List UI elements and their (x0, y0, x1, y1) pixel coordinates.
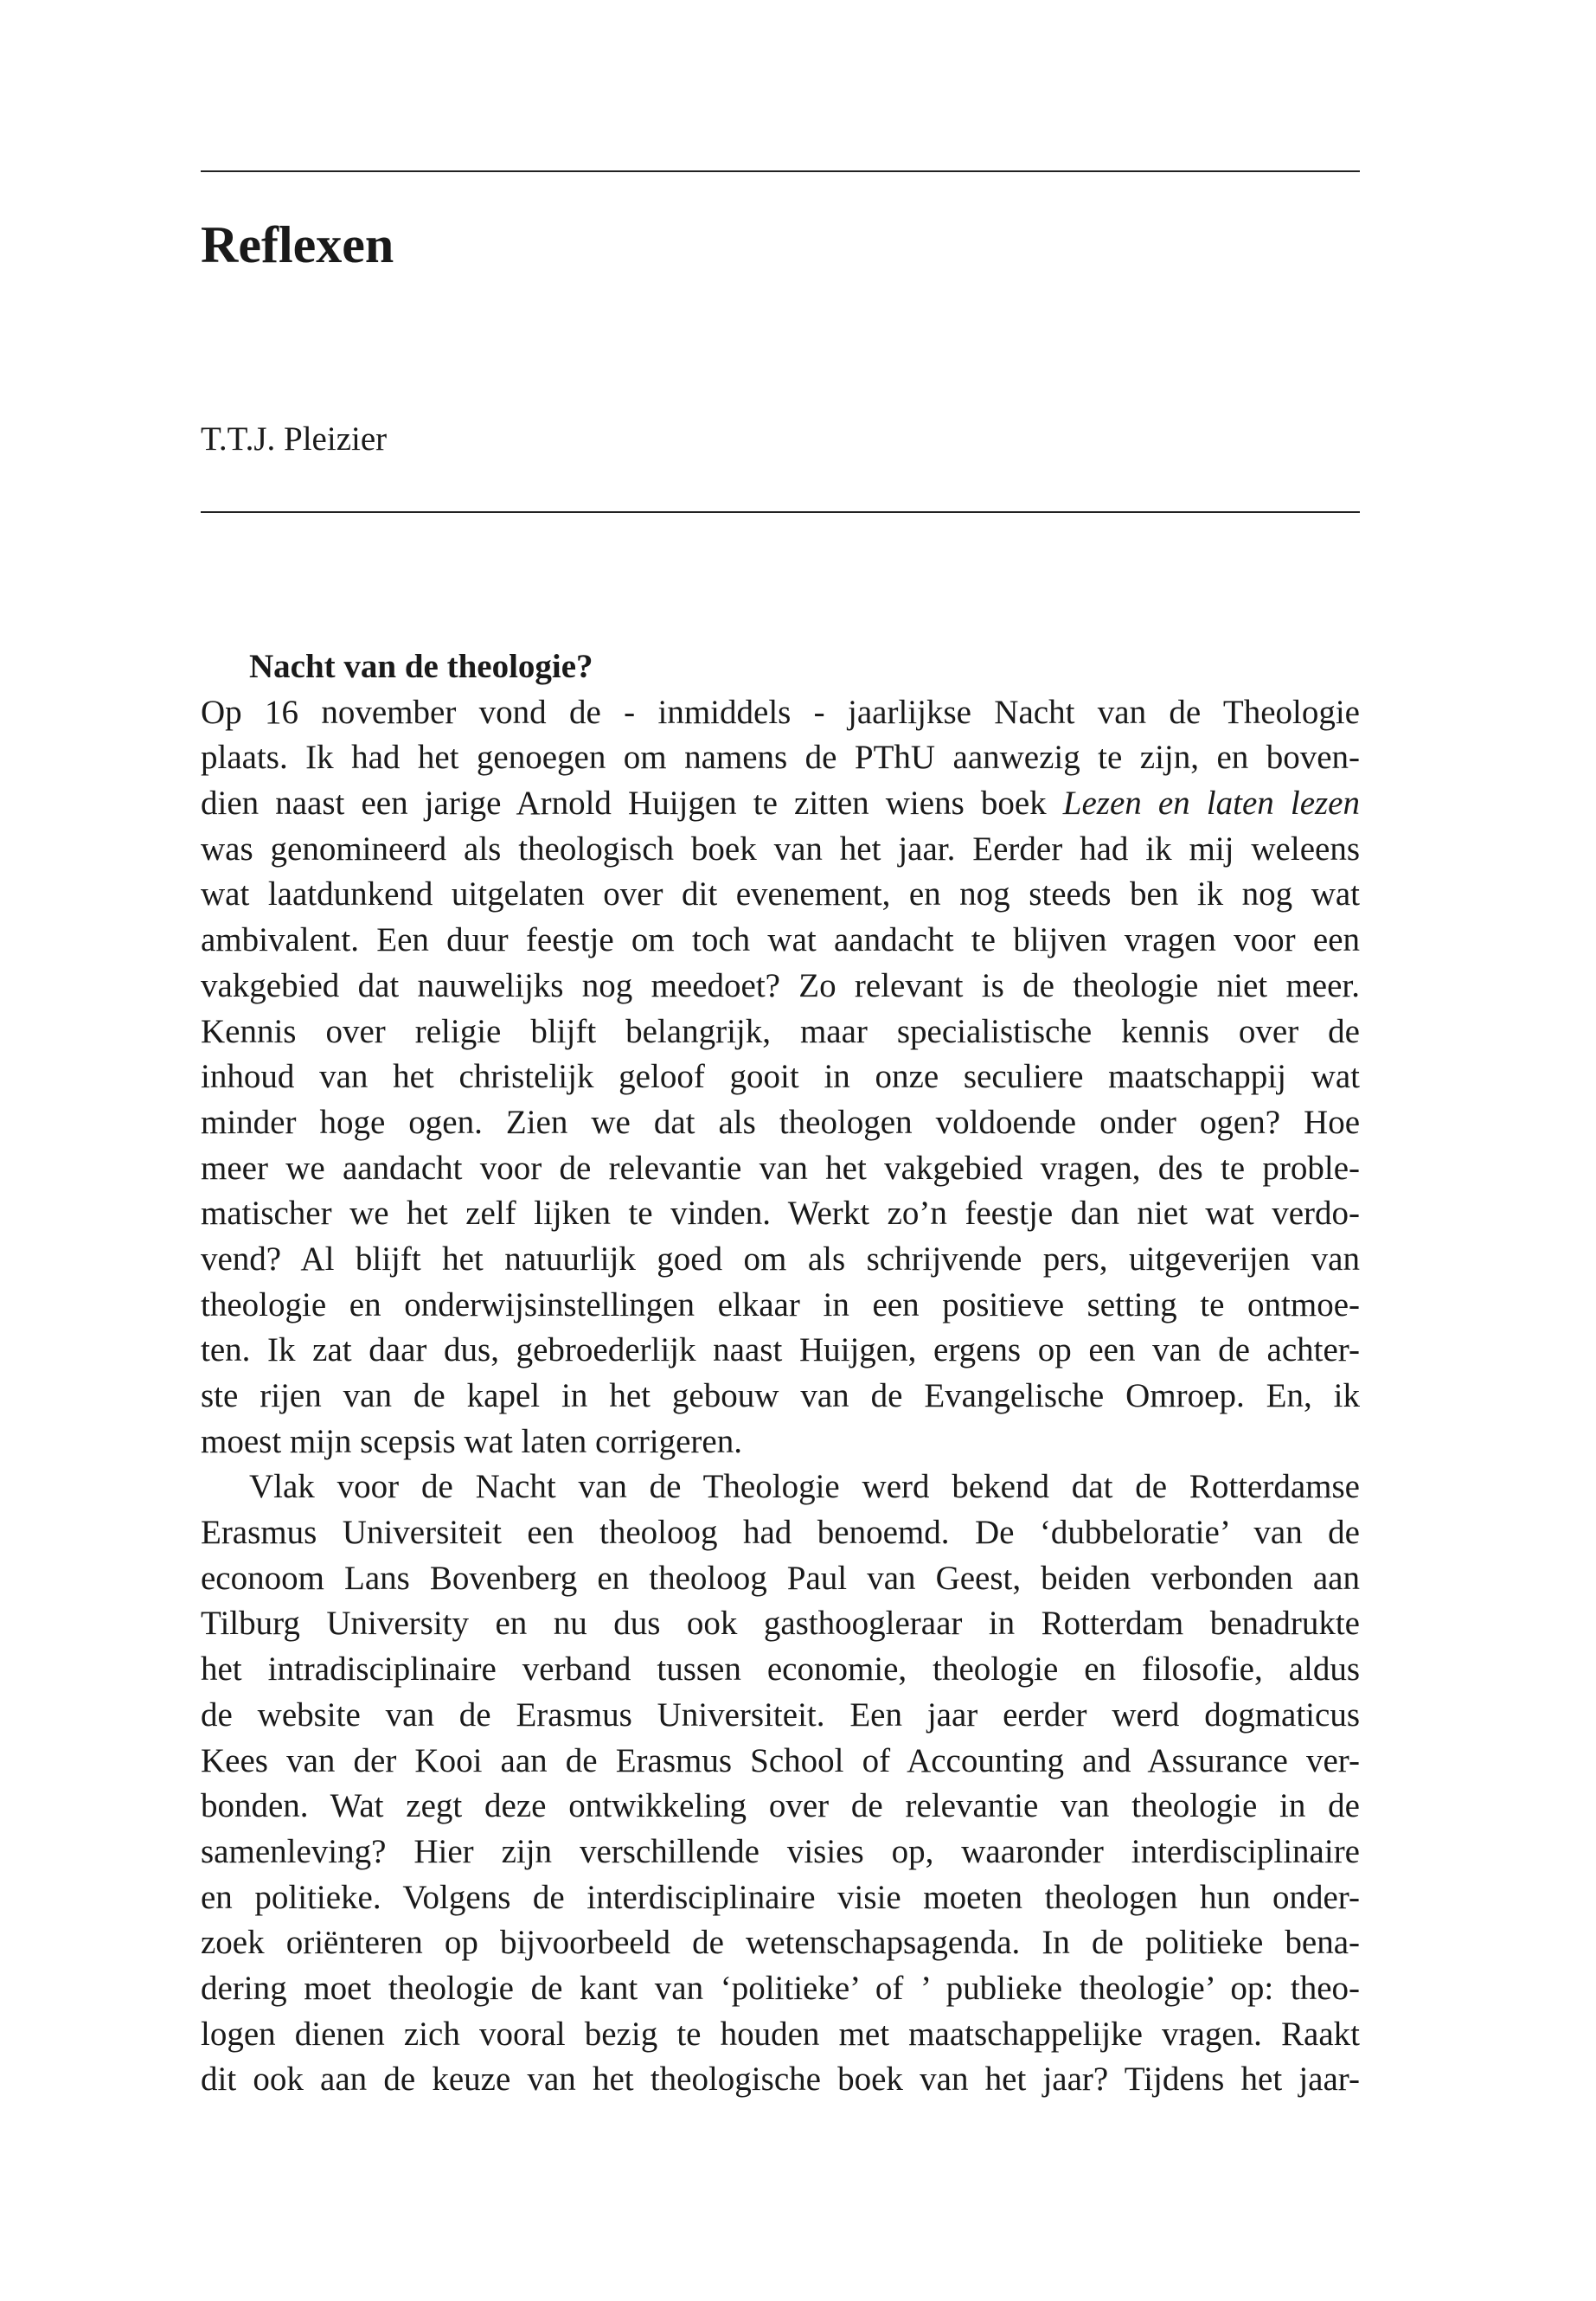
text-line: ste rijen van de kapel in het gebouw van de Evangelische Omroep. En, ik (201, 1377, 1360, 1414)
text-line: logen dienen zich vooral bezig te houden met maatschappelijke vragen. Raakt (201, 2015, 1360, 2053)
text-line: en politieke. Volgens de interdisciplinaire visie moeten theologen hun onder- (201, 1878, 1360, 1916)
top-rule (201, 170, 1360, 172)
text-line: samenleving? Hier zijn verschillende visies op, waaronder interdisciplinaire (201, 1832, 1360, 1870)
text-line: vend? Al blijft het natuurlijk goed om als schrijvende pers, uitgeverijen van (201, 1240, 1360, 1278)
text-line: theologie en onderwijsinstellingen elkaar in een positieve setting te ontmoe- (201, 1285, 1360, 1324)
book-title: Lezen en laten lezen (1062, 785, 1360, 823)
text-line: econoom Lans Bovenberg en theoloog Paul van Geest, beiden verbonden aan (201, 1559, 1360, 1597)
text-line: dit ook aan de keuze van het theologische boek van het jaar? Tijdens het jaar- (201, 2061, 1360, 2099)
text-line: Kees van der Kooi aan de Erasmus School of Accounting and Assurance ver- (201, 1741, 1360, 1779)
section-heading: Nacht van de theologie? (249, 648, 593, 685)
text-line: vakgebied dat nauwelijks nog meedoet? Zo relevant is de theologie niet meer. (201, 966, 1360, 1004)
text-line: was genomineerd als theologisch boek van het jaar. Eerder had ik mij weleens (201, 830, 1360, 868)
text-line: Op 16 november vond de - inmiddels - jaarlijkse Nacht van de Theologie (201, 693, 1360, 731)
text-line-segment: dien naast een jarige Arnold Huijgen te zitten wiens boek (201, 785, 1063, 823)
text-line: matischer we het zelf lijken te vinden. Werkt zo’n feestje dan niet wat verdo- (201, 1195, 1360, 1233)
text-line: de website van de Erasmus Universiteit. Een jaar eerder werd dogmaticus (201, 1695, 1360, 1734)
text-line: moest mijn scepsis wat laten corrigeren. (201, 1422, 742, 1460)
text-line: bonden. Wat zegt deze ontwikkeling over de relevantie van theologie in de (201, 1787, 1360, 1825)
text-line: Erasmus Universiteit een theoloog had benoemd. De ‘dubbeloratie’ van de (201, 1514, 1360, 1552)
bottom-rule (201, 511, 1360, 513)
text-line: zoek oriënteren op bijvoorbeeld de wetenschapsagenda. In de politieke bena- (201, 1924, 1360, 1962)
text-line: plaats. Ik had het genoegen om namens de PThU aanwezig te zijn, en boven- (201, 739, 1360, 777)
text-line: minder hoge ogen. Zien we dat als theologen voldoende onder ogen? Hoe (201, 1103, 1360, 1141)
text-line: Vlak voor de Nacht van de Theologie werd bekend dat de Rotterdamse (249, 1468, 1360, 1506)
text-line: het intradisciplinaire verband tussen economie, theologie en filosofie, aldus (201, 1650, 1360, 1689)
article-author: T.T.J. Pleizier (201, 420, 388, 458)
text-line: dering moet theologie de kant van ‘politieke’ of ’ publieke theologie’ op: theo- (201, 1969, 1360, 2007)
text-line: wat laatdunkend uitgelaten over dit evenement, en nog steeds ben ik nog wat (201, 875, 1360, 913)
text-line: Tilburg University en nu dus ook gasthoogleraar in Rotterdam benadrukte (201, 1605, 1360, 1643)
text-line (201, 781, 1360, 827)
text-line: ambivalent. Een duur feestje om toch wat aandacht te blijven vragen voor een (201, 921, 1360, 959)
paragraph-1 (201, 690, 1360, 1465)
text-line: inhoud van het christelijk geloof gooit in onze seculiere maatschappij wat (201, 1058, 1360, 1096)
article-body (201, 644, 1360, 2103)
paragraph-2 (201, 1465, 1360, 2103)
text-line: Kennis over religie blijft belangrijk, maar specialistische kennis over de (201, 1012, 1360, 1050)
article-title: Reflexen (201, 216, 394, 273)
text-line: ten. Ik zat daar dus, gebroederlijk naast Huijgen, ergens op een van de achter- (201, 1331, 1360, 1369)
text-line: meer we aandacht voor de relevantie van het vakgebied vragen, des te proble- (201, 1149, 1360, 1187)
